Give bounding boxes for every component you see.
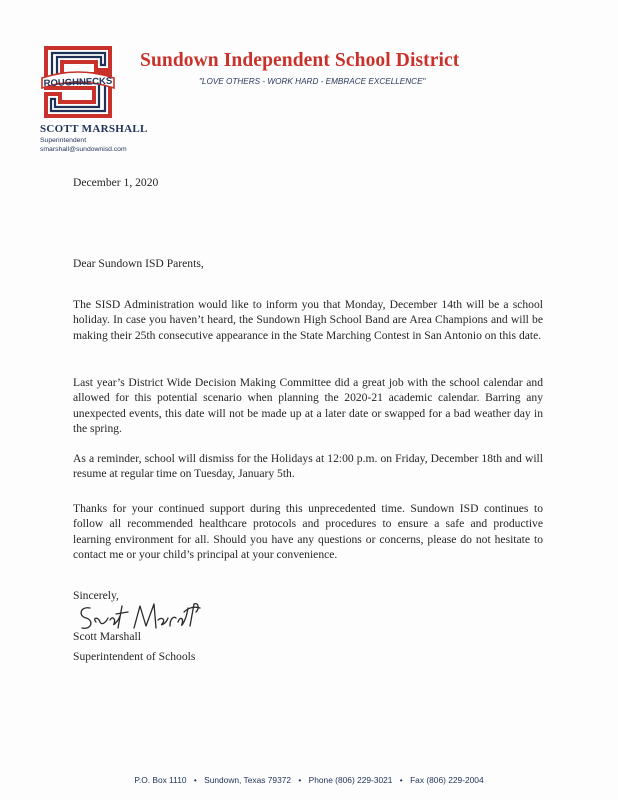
sender-name: SCOTT MARSHALL [40, 123, 148, 135]
footer-po-box: P.O. Box 1110 [134, 775, 187, 785]
letter-paragraph: The SISD Administration would like to inform you that Monday, December 14th will be a school holiday. In case you haven’t heard, the Sundown High School Band are Area Champions and will be making their 25th consecutive appearance in the State Marching Contest in San Antonio on this date. [73, 298, 543, 342]
signer-name: Scott Marshall [73, 630, 141, 643]
letter-paragraph: Thanks for your continued support during this unprecedented time. Sundown ISD continues to follow all recommended healthcare protocols and procedures to ensure a safe and productive learning environment for all. Should you have any questions or concerns, please do not hesitate to contact me or your child’s principal at your convenience. [73, 502, 543, 561]
signer-title: Superintendent of Schools [73, 650, 196, 663]
letter-date: December 1, 2020 [73, 176, 159, 189]
letter-paragraph: As a reminder, school will dismiss for the Holidays at 12:00 p.m. on Friday, December 18th and will resume at regular time on Tuesday, January 5th. [73, 452, 543, 481]
sender-title: Superintendent [40, 137, 87, 144]
letter-paragraph: Last year’s District Wide Decision Making Committee did a great job with the school calendar and allowed for this potential scenario when planning the 2020-21 academic calendar. Barring any unexpected events, this date will not be made up at a later date or swapped for a bad weather day in the spring. [73, 376, 543, 435]
footer-city: Sundown, Texas 79372 [204, 775, 292, 785]
footer-separator: • [399, 775, 403, 785]
sender-email: smarshall@sundownisd.com [40, 146, 127, 153]
district-name: Sundown Independent School District [140, 50, 460, 71]
footer-fax: Fax (806) 229-2004 [410, 775, 484, 785]
district-logo [38, 44, 118, 120]
logo-banner-text: ROUGHNECKS [43, 75, 113, 90]
letterhead-footer [0, 775, 618, 785]
letter-salutation: Dear Sundown ISD Parents, [73, 257, 204, 270]
footer-separator: • [298, 775, 302, 785]
letter-closing: Sincerely, [73, 589, 119, 602]
district-motto: "LOVE OTHERS - WORK HARD - EMBRACE EXCELLENCE" [199, 77, 426, 86]
footer-phone: Phone (806) 229-3021 [308, 775, 393, 785]
footer-separator: • [193, 775, 197, 785]
roughnecks-logo-graphic [38, 44, 118, 120]
